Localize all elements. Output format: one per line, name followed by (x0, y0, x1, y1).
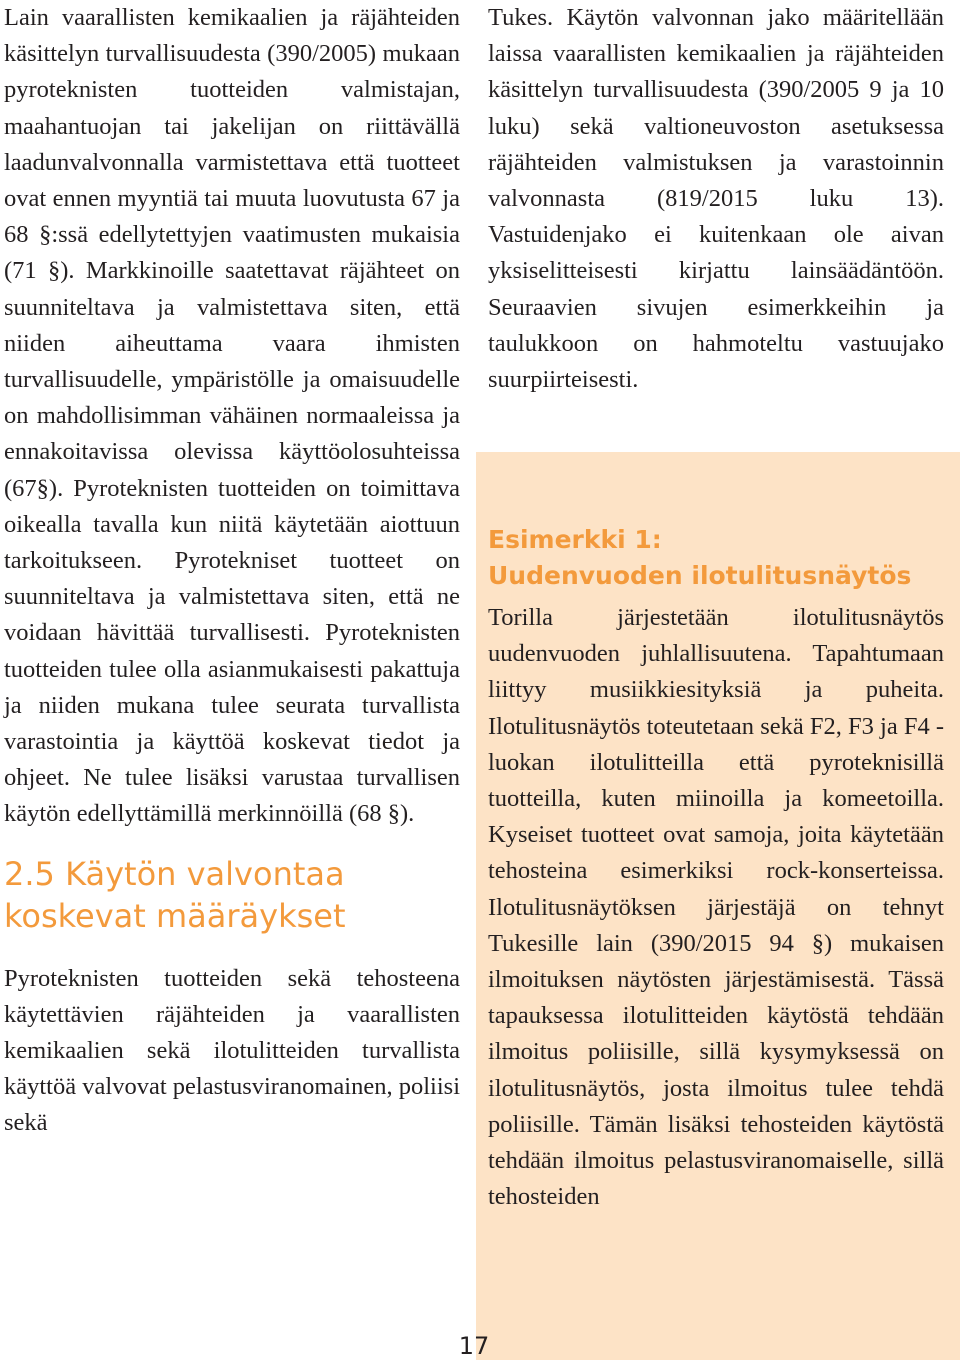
example-box (476, 452, 960, 1360)
left-paragraph-1: Lain vaarallisten kemikaalien ja räjähteiden käsittelyn turvallisuudesta (390/2005) mukaan pyroteknisten tuotteiden valmistajan, maahantuojan tai jakelijan on riittävällä laadunvalvonnalla varmistettava että tuotteet ovat ennen myyntiä tai muuta luovutusta 67 ja 68 §:ssä edellytettyjen vaatimusten mukaisia (71 §). Markkinoille saatettavat räjähteet on suunniteltava ja valmistettava siten, että niiden aiheuttama vaara ihmisten turvallisuudelle, ympäristölle ja omaisuudelle on mahdollisimman vähäinen normaaleissa ja ennakoitavissa olevissa käyttöolosuhteissa (67§). Pyroteknisten tuotteiden on toimittava oikealla tavalla kun niitä käytetään aiottuun tarkoitukseen. Pyrotekniset tuotteet on suunniteltava ja valmistettava siten, että ne voidaan hävittää turvallisesti. Pyroteknisten tuotteiden tulee olla asianmukaisesti pakattuja ja niiden mukana tulee seurata turvallista varastointia ja käyttöä koskevat tiedot ja ohjeet. Ne tulee lisäksi varustaa turvallisen käytön edellyttämillä merkinnöillä (68 §). (4, 4, 460, 828)
section-heading: 2.5 Käytön valvontaa koskevat määräykset (4, 854, 346, 935)
example-body: Torilla järjestetään ilotulitusnäytös uudenvuoden juhlallisuutena. Tapahtumaan liittyy musiikkiesityksiä ja puheita. Ilotulitusnäytös toteutetaan sekä F2, F3 ja F4 -luokan ilotulitteilla että pyroteknisillä tuotteilla, kuten miinoilla ja komeetoilla. Kyseiset tuotteet ovat samoja, joita käytetään tehosteina esimerkiksi rock-konserteissa. Ilotulitusnäytöksen järjestäjä on tehnyt Tukesille lain (390/2015 94 §) mukaisen ilmoituksen näytösten järjestämisestä. Tässä tapauksessa ilotulitteiden käytöstä tehdään ilmoitus poliisille, sillä kysymyksessä on ilotulitusnäytös, josta ilmoitus tulee tehdä poliisille. Tämän lisäksi tehosteiden käytöstä tehdään ilmoitus pelastusviranomaiselle, sillä tehosteiden (488, 604, 944, 1211)
example-title-line-2: Uudenvuoden ilotulitusnäytös (488, 561, 912, 590)
right-paragraph-1: Tukes. Käytön valvonnan jako määritellään laissa vaarallisten kemikaalien ja räjähteiden käsittelyn turvallisuudesta (390/2005 9 ja 10 luku) sekä valtioneuvoston asetuksessa räjähteiden valmistuksen ja varastoinnin valvonnasta (819/2015 luku 13). Vastuidenjako ei kuitenkaan ole aivan yksiselitteisesti kirjattu lainsäädäntöön. Seuraavien sivujen esimerkkeihin ja taulukkoon on hahmoteltu vastuujako suurpiirteisesti. (488, 4, 944, 394)
example-content (488, 522, 944, 1215)
left-column (4, 0, 460, 1142)
left-paragraph-2: Pyroteknisten tuotteiden sekä tehosteena käytettävien räjähteiden ja vaarallisten kemikaalien sekä ilotulitteiden turvallista käyttöä valvovat pelastusviranomainen, poliisi sekä (4, 964, 460, 1137)
example-title (488, 522, 944, 594)
page-number: 17 (458, 1332, 490, 1360)
right-column (488, 0, 944, 398)
example-title-line-1: Esimerkki 1: (488, 525, 662, 554)
